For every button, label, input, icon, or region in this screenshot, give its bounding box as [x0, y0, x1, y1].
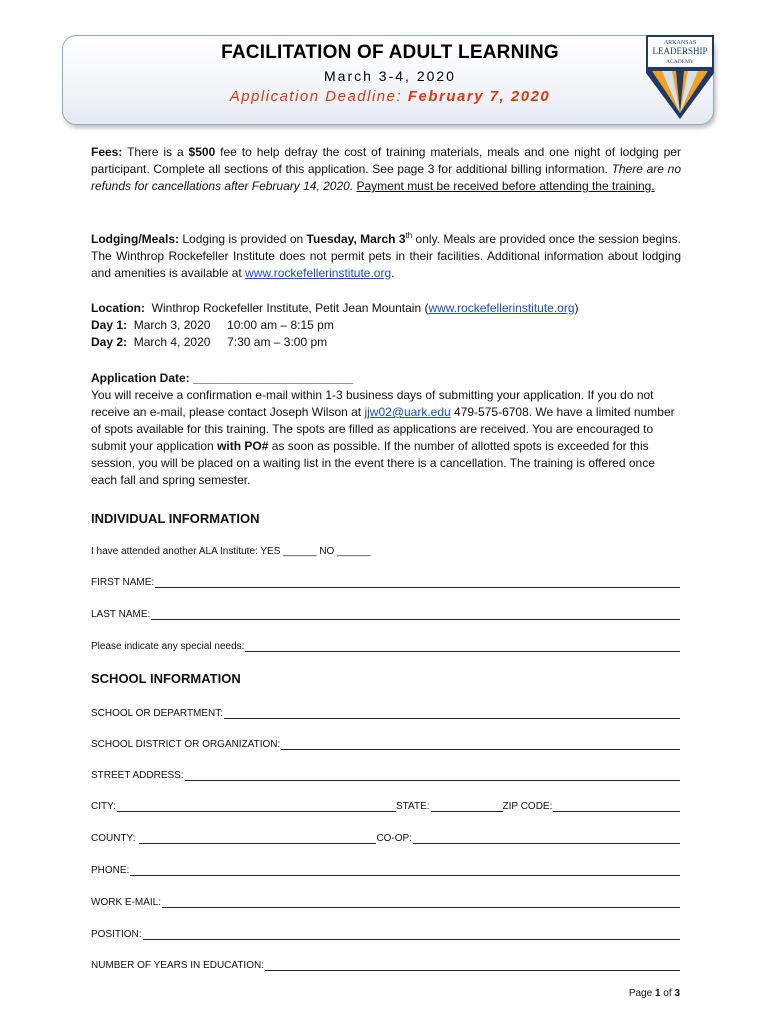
- application-date-label: Application Date: ________________________: [91, 371, 354, 385]
- city-state-zip-row: [91, 799, 680, 812]
- county-input-line[interactable]: [139, 833, 376, 844]
- last-name-input-line[interactable]: [151, 609, 680, 620]
- city-input-line[interactable]: [117, 801, 396, 812]
- district-label: SCHOOL DISTRICT OR ORGANIZATION:: [91, 739, 281, 750]
- work-email-label: WORK E-MAIL:: [91, 897, 162, 908]
- fees-amount: $500: [188, 145, 216, 159]
- academy-logo: [642, 33, 718, 121]
- first-name-label: FIRST NAME:: [91, 577, 155, 588]
- rockefeller-link[interactable]: www.rockefellerinstitute.org: [245, 266, 392, 280]
- logo-line1: ARKANSAS: [663, 40, 697, 46]
- location-text: Winthrop Rockefeller Institute, Petit Jean Mountain (: [145, 301, 429, 315]
- application-deadline: [200, 88, 580, 105]
- district-field[interactable]: [91, 737, 680, 750]
- contact-email-link[interactable]: jjw02@uark.edu: [364, 405, 451, 419]
- page-title: FACILITATION OF ADULT LEARNING: [221, 42, 559, 63]
- work-email-field[interactable]: [91, 895, 680, 908]
- fees-text-1: There is a: [127, 145, 189, 159]
- phone-field[interactable]: [91, 863, 680, 876]
- phone-input-line[interactable]: [130, 865, 680, 876]
- coop-label: CO-OP:: [376, 833, 413, 844]
- logo-line3: ACADEMY: [666, 59, 694, 65]
- zip-input-line[interactable]: [553, 801, 680, 812]
- location-link[interactable]: www.rockefellerinstitute.org: [428, 301, 575, 315]
- page-of: of: [660, 988, 675, 999]
- special-needs-label: Please indicate any special needs:: [91, 641, 245, 652]
- individual-info-heading: INDIVIDUAL INFORMATION: [91, 511, 260, 526]
- state-input-line[interactable]: [431, 801, 503, 812]
- phone-label: PHONE:: [91, 865, 130, 876]
- page-current: 1: [654, 988, 661, 999]
- coop-input-line[interactable]: [413, 833, 680, 844]
- district-input-line[interactable]: [281, 739, 680, 750]
- county-label: COUNTY:: [91, 833, 136, 844]
- application-block: [91, 370, 681, 489]
- last-name-field[interactable]: [91, 607, 680, 620]
- department-input-line[interactable]: [224, 708, 680, 719]
- school-info-heading: SCHOOL INFORMATION: [91, 671, 241, 686]
- lodging-text-2: only. Meals are provided once the session begins. The Winthrop Rockefeller Institute does not permit pets in their facilities. Additional information about lodging and amenities is available at: [91, 232, 681, 280]
- state-label: STATE:: [396, 801, 430, 812]
- zip-label: ZIP CODE:: [502, 801, 553, 812]
- lodging-day-suffix: th: [405, 231, 413, 240]
- logo-line2: LEADERSHIP: [652, 46, 708, 56]
- street-address-label: STREET ADDRESS:: [91, 770, 184, 781]
- fees-paragraph: [91, 144, 681, 195]
- lodging-label: Lodging/Meals:: [91, 232, 179, 246]
- fees-label: Fees:: [91, 145, 123, 159]
- position-field[interactable]: [91, 927, 680, 940]
- day1-schedule: March 3, 2020 10:00 am – 8:15 pm: [127, 318, 334, 332]
- page-total: 3: [674, 988, 680, 999]
- application-text-1: You will receive a confirmation e-mail within 1-3 business days of submitting your application. If you do not receive an e-mail, please contact Joseph Wilson at: [91, 388, 654, 419]
- location-label: Location:: [91, 301, 145, 315]
- first-name-field[interactable]: [91, 575, 680, 588]
- refund-policy: There are no refunds for cancellations after February 14, 2020.: [91, 162, 681, 193]
- lodging-day: Tuesday, March 3: [306, 232, 406, 246]
- lodging-text-3: .: [391, 266, 395, 280]
- location-text-2: ): [574, 301, 579, 315]
- work-email-input-line[interactable]: [162, 897, 680, 908]
- deadline-date: February 7, 2020: [407, 88, 551, 105]
- event-dates: March 3-4, 2020: [324, 68, 456, 84]
- application-text-3: as soon as possible. If the number of allotted spots is exceeded for this session, you will be placed on a waiting list in the event there is a cancellation. The training is offered once each fall and spring semester.: [91, 439, 655, 487]
- page-word: Page: [628, 988, 655, 999]
- position-input-line[interactable]: [143, 929, 680, 940]
- po-notice: with PO#: [217, 439, 269, 453]
- street-address-field[interactable]: [91, 768, 680, 781]
- department-label: SCHOOL OR DEPARTMENT:: [91, 708, 224, 719]
- first-name-input-line[interactable]: [155, 577, 680, 588]
- years-education-input-line[interactable]: [265, 960, 680, 971]
- day2-label: Day 2:: [91, 335, 128, 349]
- street-address-input-line[interactable]: [185, 770, 680, 781]
- years-education-field[interactable]: [91, 958, 680, 971]
- location-block: [91, 300, 681, 351]
- attended-question[interactable]: I have attended another ALA Institute: YES ______ NO ______: [91, 546, 371, 557]
- special-needs-input-line[interactable]: [245, 641, 680, 652]
- county-coop-row: [91, 831, 680, 844]
- deadline-label: Application Deadline:: [229, 88, 403, 105]
- lodging-paragraph: [91, 231, 681, 282]
- city-label: CITY:: [91, 801, 117, 812]
- special-needs-field[interactable]: [91, 639, 680, 652]
- application-text-2: 479-575-6708. We have a limited number of spots available for this training. The spots are filled as applications are received. You are encouraged to submit your application: [91, 405, 675, 453]
- fees-text-2: fee to help defray the cost of training materials, meals and one night of lodging per participant. Complete all sections of this application. See page 3 for additional billing information.: [91, 145, 681, 176]
- payment-notice: Payment must be received before attending the training.: [356, 179, 655, 193]
- department-field[interactable]: [91, 706, 680, 719]
- lodging-text-1: Lodging is provided on: [179, 232, 307, 246]
- last-name-label: LAST NAME:: [91, 609, 151, 620]
- day2-schedule: March 4, 2020 7:30 am – 3:00 pm: [127, 335, 328, 349]
- years-education-label: NUMBER OF YEARS IN EDUCATION:: [91, 960, 264, 971]
- page-number: [629, 988, 680, 999]
- day1-label: Day 1:: [91, 318, 128, 332]
- position-label: POSITION:: [91, 929, 142, 940]
